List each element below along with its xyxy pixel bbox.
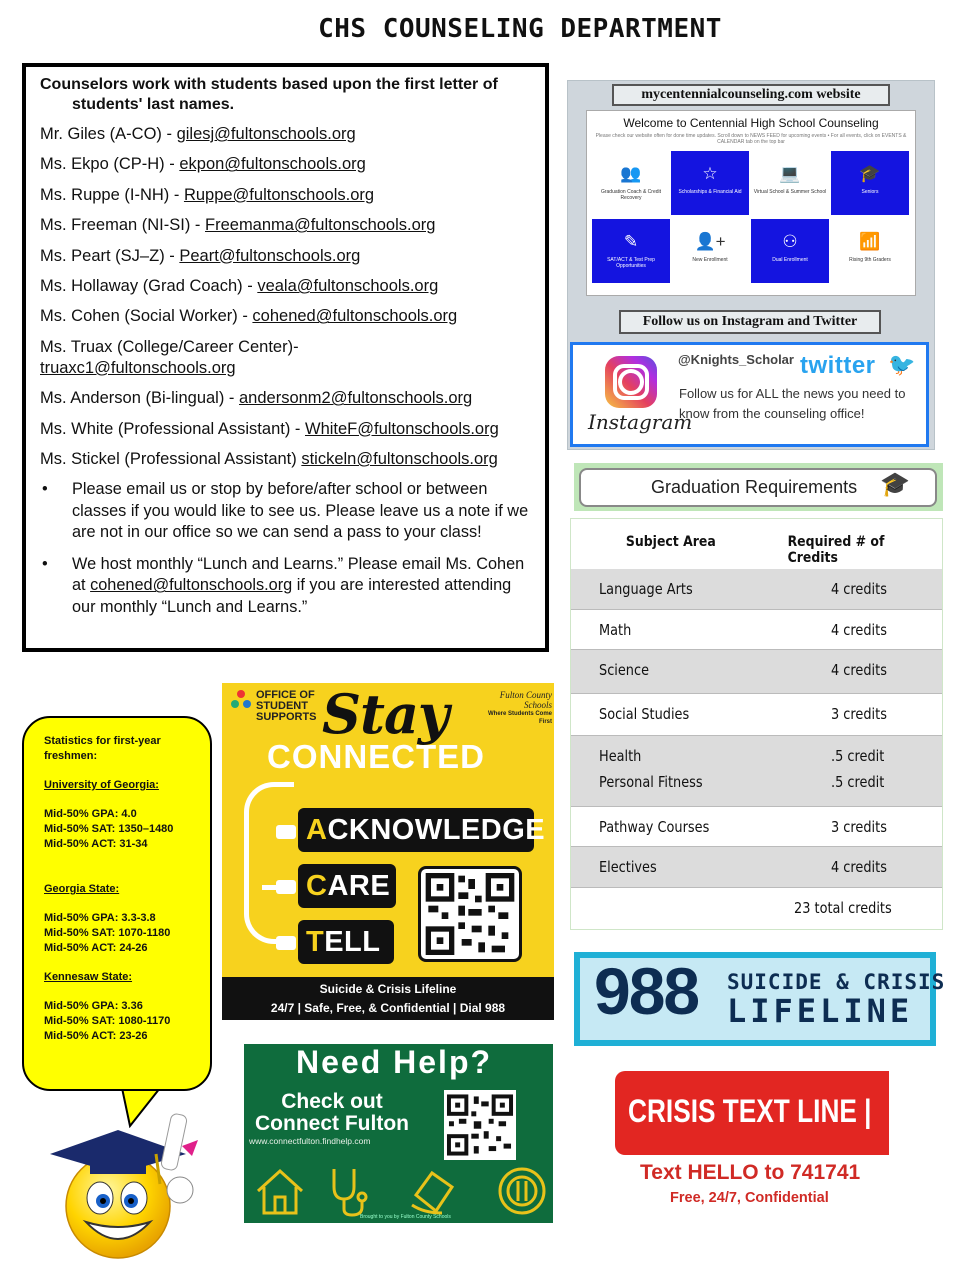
counselor-row: [40, 337, 533, 379]
district-name: Fulton County Schools: [499, 690, 552, 710]
laptop-icon: 💻: [779, 164, 801, 183]
connect-fulton-url[interactable]: www.connectfulton.findhelp.com: [249, 1136, 371, 1146]
cell-subject: Language Arts: [599, 580, 693, 598]
counselor-row: [40, 388, 533, 409]
counselor-row: [40, 449, 533, 470]
house-icon: [258, 1171, 302, 1213]
website-tile[interactable]: [751, 219, 829, 283]
table-row: [571, 569, 942, 610]
bullet-lunch-learn: [40, 554, 533, 619]
counselor-name: Mr. Giles (A-CO) -: [40, 125, 177, 143]
counselor-box: [22, 63, 549, 652]
website-tile[interactable]: [751, 151, 829, 215]
website-title: mycentennialcounseling.com website: [612, 84, 890, 106]
counselor-email-link[interactable]: WhiteF@fultonschools.org: [305, 419, 499, 438]
cell-credits: 23 total credits: [794, 899, 892, 917]
counselor-name: Ms. Ekpo (CP-H) -: [40, 155, 180, 174]
grad-requirements-title: Graduation Requirements: [579, 468, 937, 507]
instagram-handle: @Knights_Scholar: [678, 352, 794, 367]
website-tile[interactable]: [592, 219, 670, 283]
lifeline-line2: LIFELINE: [727, 992, 914, 1030]
chart-icon: 📶: [859, 232, 881, 251]
counselor-name: Ms. Ruppe (I-NH) -: [40, 185, 184, 204]
twitter-wordmark: twitter: [800, 352, 876, 379]
need-help-icons: [252, 1165, 552, 1217]
hierarchy-icon: ⚇: [782, 232, 798, 251]
stay-word-initial: C: [306, 870, 328, 902]
counselor-email-link[interactable]: Freemanma@fultonschools.org: [205, 216, 436, 235]
website-tile[interactable]: [592, 151, 670, 215]
counselor-row: [40, 246, 533, 267]
cell-credits: 4 credits: [831, 858, 887, 876]
district-tagline: Where Students Come First: [488, 711, 553, 725]
instagram-icon: [605, 356, 657, 408]
counselor-email-link[interactable]: gilesj@fultonschools.org: [176, 125, 356, 143]
edit-icon: ✎: [623, 232, 639, 251]
website-tile[interactable]: [671, 219, 749, 283]
bullet-lunch-pre: We host monthly “Lunch and Learns.” Please email Ms. Cohen at: [72, 554, 525, 595]
lifeline-footer-title: Suicide & Crisis Lifeline: [319, 982, 457, 996]
cell-subject: Social Studies: [599, 705, 690, 723]
table-row: [571, 847, 942, 888]
fulton-county-schools-logo: [488, 690, 552, 726]
counselor-row: [40, 185, 533, 206]
crisis-text-title: CRISIS TEXT LINE |: [628, 1093, 872, 1129]
header-subject: Subject Area: [625, 534, 716, 550]
website-tile-label: Graduation Coach & Credit Recovery: [600, 189, 662, 201]
website-tile[interactable]: [831, 151, 909, 215]
website-tile-label: Rising 9th Graders: [849, 257, 891, 263]
connect-fulton-qr-code[interactable]: [444, 1090, 516, 1160]
table-header: [570, 518, 891, 569]
counselor-name: Ms. Stickel (Professional Assistant): [40, 449, 302, 468]
website-tile-label: SAT/ACT & Test Prep Opportunities: [607, 257, 655, 269]
counselor-email-link[interactable]: cohened@fultonschools.org: [252, 307, 458, 326]
counselor-row: [40, 419, 533, 440]
stats-school-name: University of Georgia:: [44, 779, 159, 791]
table-row: [571, 888, 942, 929]
stats-bubble: [22, 716, 212, 1091]
office-student-supports-icon: [230, 689, 252, 711]
stats-school: [44, 778, 202, 852]
cell-subject: Health: [599, 747, 642, 765]
bullet-dot: •: [42, 480, 48, 499]
table-row: [571, 650, 942, 694]
instagram-wordmark: Instagram: [588, 410, 693, 434]
add-user-icon: 👤+: [694, 232, 726, 251]
graduate-smiley-icon: [48, 1106, 218, 1266]
stay-word-initial: T: [306, 926, 325, 958]
grad-cap-icon: 🎓: [859, 164, 881, 183]
cell-subject: Pathway Courses: [599, 818, 710, 836]
counselor-name: Ms. Hollaway (Grad Coach) -: [40, 276, 258, 295]
lifeline-footer-details: 24/7 | Safe, Free, & Confidential | Dial 988: [270, 1001, 506, 1015]
table-row: [571, 610, 942, 650]
counselor-name: Ms. White (Professional Assistant) -: [40, 419, 305, 438]
cell-subject: Personal Fitness: [599, 773, 703, 791]
counselor-email-link[interactable]: ekpon@fultonschools.org: [179, 155, 366, 174]
counselor-name: Ms. Freeman (NI-SI) -: [40, 216, 206, 235]
stay-word-rest: CKNOWLEDGE: [327, 814, 546, 846]
website-tile[interactable]: [671, 151, 749, 215]
crisis-text-instruction: Text HELLO to 741741: [640, 1161, 861, 1184]
counselor-email-link[interactable]: andersonm2@fultonschools.org: [239, 389, 473, 408]
counselor-row: [40, 154, 533, 175]
stay-connected-qr-code[interactable]: [418, 866, 522, 962]
counselor-name: Ms. Cohen (Social Worker) -: [40, 307, 253, 326]
stats-line: Mid-50% ACT: 23-26: [44, 1030, 148, 1042]
counselor-email-link[interactable]: Peart@fultonschools.org: [179, 246, 361, 265]
need-help-subtitle: Check out Connect Fulton: [255, 1090, 409, 1135]
bullet-visit-text: Please email us or stop by before/after school or between classes if you would like to see us. Please leave us a note if we are not in our office so we can send a pass to your class!: [72, 480, 529, 542]
stay-heading: Stay: [322, 682, 449, 746]
counselor-list: [40, 124, 533, 470]
lifeline-number: 988: [594, 954, 699, 1028]
counselor-name: Ms. Anderson (Bi-lingual) -: [40, 389, 239, 408]
food-icon: [500, 1169, 544, 1213]
bullet-lunch-post: if you are interested attending our monthly “Lunch and Learns.”: [72, 576, 512, 616]
stay-word-initial: A: [306, 814, 328, 846]
counselor-row: [40, 306, 533, 327]
stats-school: [44, 882, 202, 956]
counselor-email-link[interactable]: stickeln@fultonschools.org: [301, 449, 498, 468]
website-tile-label: Seniors: [861, 189, 879, 195]
stats-line: Mid-50% ACT: 31-34: [44, 838, 148, 850]
stats-line: Mid-50% SAT: 1080-1170: [44, 1015, 171, 1027]
plug-icon: [276, 880, 296, 894]
counselor-intro: Counselors work with students based upon the first letter of students' last names.: [40, 76, 498, 113]
stats-heading: Statistics for first-year freshmen:: [44, 735, 161, 762]
header-credits: Required # of Credits: [787, 534, 885, 566]
stay-word-rest: ARE: [327, 870, 391, 902]
counselor-row: [40, 215, 533, 236]
money-icon: [412, 1173, 452, 1213]
table-row: [571, 807, 942, 847]
cell-credits: .5 credit: [831, 773, 885, 791]
plug-icon: [276, 825, 296, 839]
stay-word-pill: [298, 920, 394, 964]
stay-word-pill: [298, 808, 546, 852]
stats-line: Mid-50% ACT: 24-26: [44, 942, 148, 954]
connected-heading: CONNECTED: [267, 738, 486, 775]
stats-school-name: Georgia State:: [44, 883, 120, 895]
stats-school: [44, 970, 202, 1044]
counselor-email-link[interactable]: veala@fultonschools.org: [257, 276, 439, 295]
stay-word-pill: [298, 864, 396, 908]
cell-credits: 4 credits: [831, 621, 887, 639]
stethoscope-icon: [334, 1169, 366, 1215]
office-student-supports: OFFICE OF STUDENT SUPPORTS: [256, 689, 317, 723]
table-row: [571, 736, 942, 807]
counselor-email-link[interactable]: truaxc1@fultonschools.org: [40, 358, 236, 377]
cell-subject: Math: [599, 621, 632, 639]
website-tile-label: Virtual School & Summer School: [753, 189, 827, 195]
counselor-name: Ms. Peart (SJ–Z) -: [40, 246, 180, 265]
grad-cap-icon: 🎓: [880, 471, 910, 498]
cell-credits: 4 credits: [831, 580, 887, 598]
lifeline-footer: [222, 977, 554, 1020]
cord-graphic: [244, 782, 294, 944]
counselor-name: Ms. Truax (College/Career Center)-: [40, 337, 299, 356]
bullet-dot: •: [42, 554, 48, 573]
counselor-row: [40, 124, 533, 145]
stats-schools: [44, 778, 202, 1044]
cell-credits: 3 credits: [831, 705, 887, 723]
bullet-visit: [40, 479, 533, 544]
website-welcome: Welcome to Centennial High School Counseling: [623, 116, 879, 130]
people-icon: 👥: [620, 164, 642, 183]
stats-line: Mid-50% SAT: 1350–1480: [44, 823, 174, 835]
lifeline-line1: SUICIDE & CRISIS: [727, 970, 946, 994]
cell-credits: 3 credits: [831, 818, 887, 836]
email-link-cohen[interactable]: cohened@fultonschools.org: [90, 576, 293, 595]
cell-subject: Science: [599, 661, 650, 679]
stats-line: Mid-50% GPA: 3.36: [44, 1000, 143, 1012]
website-tile-label: Scholarships & Financial Aid: [678, 189, 742, 195]
stats-line: Mid-50% GPA: 4.0: [44, 808, 137, 820]
cell-credits: .5 credit: [831, 747, 885, 765]
counselor-email-link[interactable]: Ruppe@fultonschools.org: [183, 185, 375, 204]
website-tile-label: Dual Enrollment: [772, 257, 808, 263]
counselor-row: [40, 276, 533, 297]
crisis-text-free: Free, 24/7, Confidential: [670, 1190, 829, 1206]
need-help-credit: Brought to you by Fulton County Schools: [360, 1214, 451, 1220]
stats-line: Mid-50% SAT: 1070-1180: [44, 927, 171, 939]
stay-word-rest: ELL: [324, 926, 381, 958]
stats-line: Mid-50% GPA: 3.3-3.8: [44, 912, 156, 924]
cell-subject: Electives: [599, 858, 657, 876]
website-subtext: Please check our website often for done time updates. Scroll down to NEWS FEED for upcoming events • For all events, click on EVENTS & CALENDAR tab on the top bar: [595, 133, 907, 145]
follow-title: Follow us on Instagram and Twitter: [619, 310, 881, 334]
table-row: [571, 694, 942, 736]
social-message: Follow us for ALL the news you need to know from the counseling office!: [679, 386, 906, 421]
stats-school-name: Kennesaw State:: [44, 971, 133, 983]
cell-credits: 4 credits: [831, 661, 887, 679]
plug-icon: [276, 936, 296, 950]
need-help-title: Need Help?: [296, 1044, 493, 1080]
twitter-bird-icon: 🐦: [888, 352, 916, 377]
website-tile-label: New Enrollment: [692, 257, 728, 263]
page-title: CHS COUNSELING DEPARTMENT: [318, 14, 722, 44]
website-tile[interactable]: [831, 219, 909, 283]
star-icon: ☆: [702, 164, 718, 183]
